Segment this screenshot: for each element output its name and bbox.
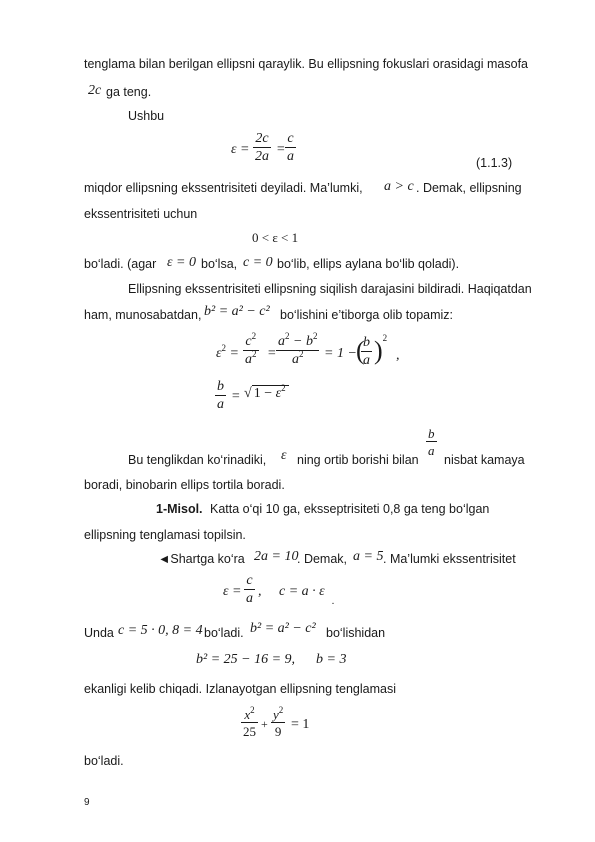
text-line: bo‘lishini e’tiborga olib topamiz:	[280, 308, 454, 322]
text-line: nisbat kamaya	[444, 453, 525, 467]
text-line: boradi, binobarin ellips tortila boradi.	[84, 478, 285, 492]
text-line: miqdor ellipsning ekssentrisiteti deyiladi. Ma’lumki,	[84, 181, 363, 195]
formula-equals-one: = 1	[291, 717, 310, 732]
formula-fraction: $\frac{b}{a}$	[363, 335, 370, 368]
text-line: bo‘ladi. (agar	[84, 257, 157, 271]
formula-plus: +	[261, 717, 268, 731]
formula-epsilon: ε =	[223, 584, 242, 599]
text-line: Ushbu	[128, 109, 165, 123]
equation-number: (1.1.3)	[476, 156, 513, 170]
formula-equals: =	[276, 142, 286, 157]
page-number: 9	[84, 797, 90, 808]
formula-equals: =	[267, 346, 277, 361]
formula-fraction: $\frac{a^2 - b^2}{a^2}$	[278, 331, 318, 367]
text-line: ellipsning tenglamasi topilsin.	[84, 528, 246, 542]
math-inline: a > c	[384, 179, 414, 194]
math-var: 2c	[88, 83, 102, 98]
text-line: Bu tenglikdan ko‘rinadiki,	[128, 453, 267, 467]
text-line: Katta o‘qi 10 ga, eksseptrisiteti 0,8 ga teng bo‘lgan	[210, 502, 490, 516]
formula-b-value: b² = 25 − 16 = 9, b = 3	[196, 652, 347, 667]
math-inline: b² = a² − c²	[204, 304, 270, 319]
text-line: ning ortib borishi bilan	[297, 453, 419, 467]
formula-sqrt: √ $1 - \varepsilon^2$	[244, 385, 289, 401]
text-line: ekssentrisiteti uchun	[84, 207, 198, 221]
example-title: 1-Misol.	[156, 502, 203, 516]
text-line: bo‘ladi.	[204, 626, 244, 640]
formula-epsilon-squared: $\varepsilon^2$ =	[216, 343, 239, 361]
text-line: ◄Shartga ko‘ra	[158, 552, 245, 566]
formula-comma: ,	[396, 348, 400, 363]
formula-fraction: $\frac{b}{a}$	[428, 426, 435, 458]
formula-fraction: $\frac{c^2}{a^2}$	[245, 331, 257, 367]
formula-paren: (	[356, 336, 365, 365]
math-inline: a = 5	[353, 549, 384, 564]
formula-rhs: = 1 −	[324, 346, 357, 361]
formula-fraction: $\frac{2c}{2a}$	[255, 131, 269, 164]
math-inline: c = 0	[243, 255, 273, 270]
text-line: bo‘lsa,	[201, 257, 238, 271]
text-line: Ellipsning ekssentrisiteti ellipsning siqilish darajasini bildiradi. Haqiqatdan	[128, 282, 532, 296]
math-inline: b² = a² − c²	[250, 621, 316, 636]
math-inline: ε = 0	[167, 255, 196, 270]
math-inline: c = 5 · 0, 8 = 4	[118, 623, 203, 638]
text-line: ham, munosabatdan,	[84, 308, 202, 322]
formula-fraction: $\frac{b}{a}$	[217, 379, 224, 412]
formula-paren: )$^2$	[374, 333, 388, 365]
text-line: ga teng.	[106, 85, 152, 99]
formula-fraction: $\frac{c}{a}$	[246, 573, 253, 606]
text-line: tenglama bilan berilgan ellipsni qaraylik. Bu ellipsning fokuslari orasidagi masofa	[84, 57, 528, 71]
text-line: . Demak, ellipsning	[416, 181, 522, 195]
formula-fraction: $\frac{x^2}{25}$	[243, 705, 256, 739]
formula-period: .	[332, 596, 335, 607]
text-line: . Demak,	[297, 552, 348, 566]
text-line: bo‘lib, ellips aylana bo‘lib qoladi).	[277, 257, 460, 271]
formula-fraction: $\frac{y^2}{9}$	[273, 705, 284, 739]
formula-epsilon: ε =	[231, 142, 250, 157]
formula-fraction: $\frac{c}{a}$	[287, 131, 294, 164]
text-line: . Ma’lumki ekssentrisitet	[383, 552, 516, 566]
formula-equals: =	[231, 389, 241, 404]
text-line: bo‘ladi.	[84, 754, 124, 768]
text-line: Unda	[84, 626, 114, 640]
math-inline: 2a = 10	[254, 549, 299, 564]
formula-relation: , c = a · ε	[258, 584, 325, 599]
text-line: bo‘lishidan	[326, 626, 386, 640]
text-line: ekanligi kelib chiqadi. Izlanayotgan ellipsning tenglamasi	[84, 682, 396, 696]
math-inline: ε	[281, 448, 287, 463]
formula-inequality: 0 < ε < 1	[252, 230, 299, 245]
